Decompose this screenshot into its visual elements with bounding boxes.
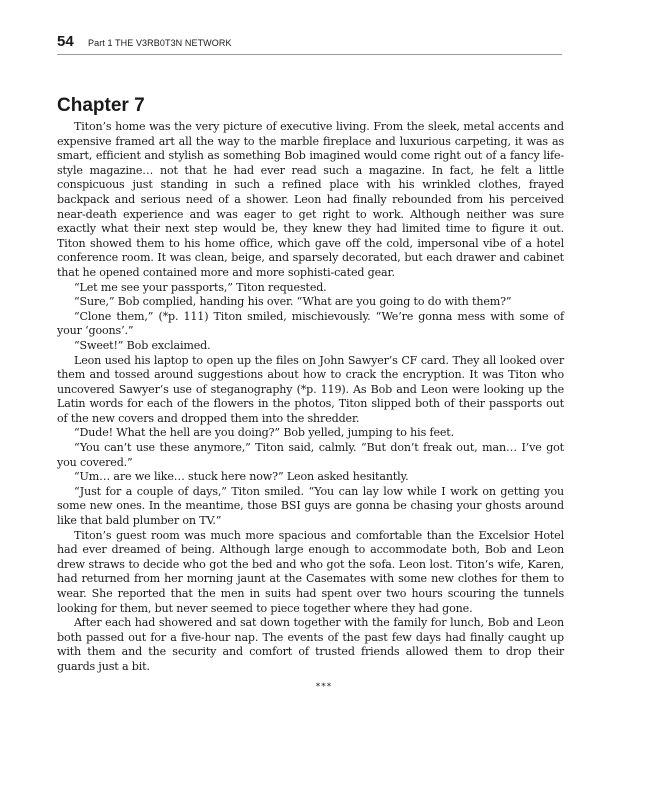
paragraph: “Just for a couple of days,” Titon smiled. “You can lay low while I work on getting you some new ones. In the meantime, those BSI guys are gonna be chasing your ghosts around like that bald plumber on TV.” [57, 484, 564, 528]
scene-break: *** [315, 682, 333, 692]
paragraph: “Um… are we like… stuck here now?” Leon asked hesitantly. [74, 470, 409, 484]
chapter-body [57, 120, 564, 675]
paragraph: “Sweet!” Bob exclaimed. [74, 338, 211, 352]
page-number: 54 [57, 33, 74, 50]
page-header [57, 34, 562, 55]
paragraph: Titon’s guest room was much more spacious and comfortable than the Excelsior Hotel had ever dreamed of being. Although large enough to accommodate both, Bob and Leon drew straws to decide who got the bed and who got the sofa. Leon lost. Titon’s wife, Karen, had returned from her morning jaunt at the Casemates with some new clothes for them to wear. She reported that the men in suits had spent over two hours scouring the tunnels looking for them, but never seemed to piece together where they had gone. [57, 528, 564, 615]
paragraph: “Sure,” Bob complied, handing his over. “What are you going to do with them?” [74, 295, 512, 309]
paragraph: “You can’t use these anymore,” Titon said, calmly. “But don’t freak out, man… I’ve got you covered.” [57, 441, 564, 469]
paragraph: “Dude! What the hell are you doing?” Bob yelled, jumping to his feet. [74, 426, 454, 440]
paragraph: “Let me see your passports,” Titon requested. [74, 280, 327, 294]
chapter-title: Chapter 7 [57, 95, 145, 116]
paragraph: Titon’s home was the very picture of executive living. From the sleek, metal accents and expensive framed art all the way to the marble fireplace and luxurious carpeting, it was as smart, efficient and stylish as something Bob imagined would come right out of a fancy life-style magazine… not that he had ever read such a magazine. In fact, he felt a little conspicuous just standing in such a refined place with his wrinkled clothes, frayed backpack and serious need of a shower. Leon had finally rebounded from his perceived near-death experience and was eager to get right to work. Although neither was sure exactly what their next step would be, they knew they had limited time to figure it out. Titon showed them to his home office, which gave off the cold, impersonal vibe of a hotel conference room. It was clean, beige, and sparsely decorated, but each drawer and cabinet that he opened contained more and more sophisti-cated gear. [57, 120, 564, 279]
paragraph: After each had showered and sat down together with the family for lunch, Bob and Leon both passed out for a five-hour nap. The events of the past few days had finally caught up with them and the security and comfort of trusted friends allowed them to drop their guards just a bit. [57, 616, 564, 673]
paragraph: “Clone them,” (*p. 111) Titon smiled, mischievously. “We’re gonna mess with some of your ‘goons’.” [57, 309, 564, 338]
running-head: Part 1 THE V3RB0T3N NETWORK [88, 38, 232, 48]
paragraph: Leon used his laptop to open up the files on John Sawyer’s CF card. They all looked over them and tossed around suggestions about how to crack the encryption. It was Titon who uncovered Sawyer’s use of steganography (*p. 119). As Bob and Leon were looking up the Latin words for each of the flowers in the photos, Titon slipped both of their passports out of the new covers and dropped them into the shredder. [57, 353, 564, 425]
